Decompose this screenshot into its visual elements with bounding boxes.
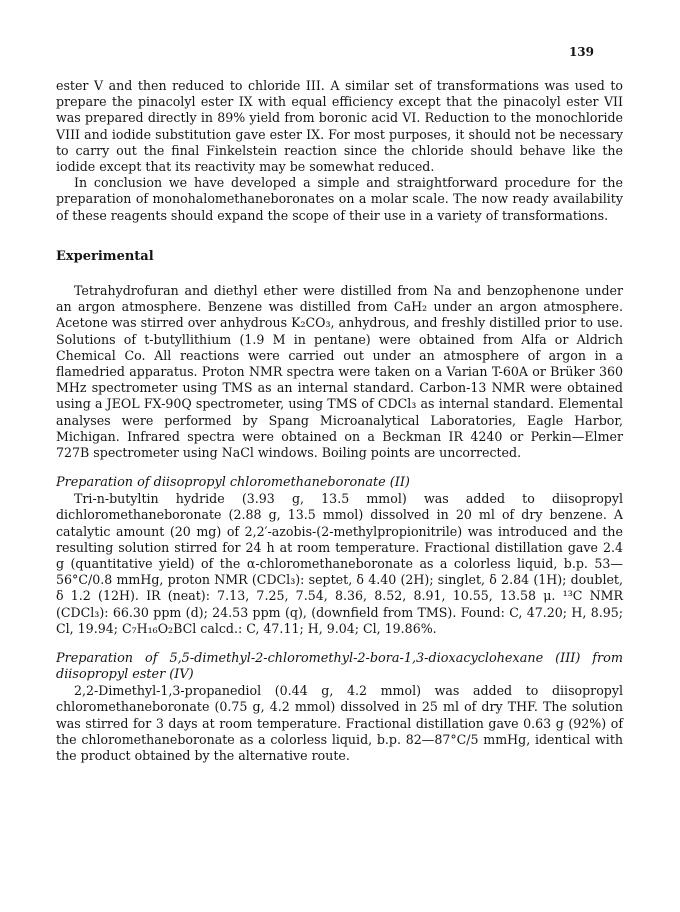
spacer — [56, 637, 623, 651]
experimental-paragraph: Tetrahydrofuran and diethyl ether were distilled from Na and benzophenone under an argon atmosphere. Benzene was distilled from CaH₂ under an argon atmosphere. Acetone was stirred over anhydrous K₂CO₃, anhydrous, and freshly distilled prior to use. Solutions of t-butyllithium (1.9 M in pentane) were obtained from Alfa or Aldrich Chemical Co. All reactions were carried out under an atmosphere of argon in a flamedried apparatus. Proton NMR spectra were taken on a Varian T-60A or Brüker 360 MHz spectrometer using TMS as an internal standard. Carbon-13 NMR were obtained using a JEOL FX-90Q spectrometer, using TMS of CDCl₃ as internal standard. Elemental analyses were performed by Spang Microanalytical Laboratories, Eagle Harbor, Michigan. Infrared spectra were obtained on a Beckman IR 4240 or Perkin—Elmer 727B spectrometer using NaCl windows. Boiling points are uncorrected. — [56, 283, 623, 461]
section-heading-experimental: Experimental — [56, 248, 154, 264]
preparation-body-1: Tri-n-butyltin hydride (3.93 g, 13.5 mmol) was added to diisopropyl dichloromethaneboronate (2.88 g, 13.5 mmol) dissolved in 20 ml of dry benzene. A catalytic amount (20 mg) of 2,2′-azobis-(2-methylpropionitrile) was introduced and the resulting solution stirred for 24 h at room temperature. Fractional distillation gave 2.4 g (quantitative yield) of the α-chloromethaneboronate as a colorless liquid, b.p. 53—56°C/0.8 mmHg, proton NMR (CDCl₃): septet, δ 4.40 (2H); singlet, δ 2.84 (1H); doublet, δ 1.2 (12H). IR (neat): 7.13, 7.25, 7.54, 8.36, 8.52, 8.91, 10.55, 13.58 μ. ¹³C NMR (CDCl₃): 66.30 ppm (d); 24.53 ppm (q), (downfield from TMS). Found: C, 47.20; H, 8.95; Cl, 19.94; C₇H₁₆O₂BCl calcd.: C, 47.11; H, 9.04; Cl, 19.86%. — [56, 491, 623, 636]
spacer — [56, 461, 623, 475]
preparation-block-2 — [56, 651, 623, 764]
intro-paragraph-2: In conclusion we have developed a simple and straightforward procedure for the preparation of monohalomethaneboronates on a molar scale. The now ready availability of these reagents should expand the scope of their use in a variety of transformations. — [56, 175, 623, 223]
preparation-title-2: Preparation of 5,5-dimethyl-2-chloromethyl-2-bora-1,3-dioxacyclohexane (III) from diisopropyl ester (IV) — [56, 651, 623, 683]
preparation-title-1: Preparation of diisopropyl chloromethaneboronate (II) — [56, 475, 410, 491]
intro-paragraph-1: ester V and then reduced to chloride III. A similar set of transformations was used to prepare the pinacolyl ester IX with equal efficiency except that the pinacolyl ester VII was prepared directly in 89% yield from boronic acid VI. Reduction to the monochloride VIII and iodide substitution gave ester IX. For most purposes, it should not be necessary to carry out the final Finkelstein reaction since the chloride should behave like the iodide except that its reactivity may be somewhat reduced. — [56, 78, 623, 175]
preparation-body-2: 2,2-Dimethyl-1,3-propanediol (0.44 g, 4.2 mmol) was added to diisopropyl chloromethaneboronate (0.75 g, 4.2 mmol) dissolved in 25 ml of dry THF. The solution was stirred for 3 days at room temperature. Fractional distillation gave 0.63 g (92%) of the chloromethaneboronate as a colorless liquid, b.p. 82—87°C/5 mmHg, identical with the product obtained by the alternative route. — [56, 683, 623, 763]
page-number: 139 — [568, 45, 594, 59]
preparation-block-1 — [56, 475, 623, 637]
page-content — [56, 78, 623, 764]
